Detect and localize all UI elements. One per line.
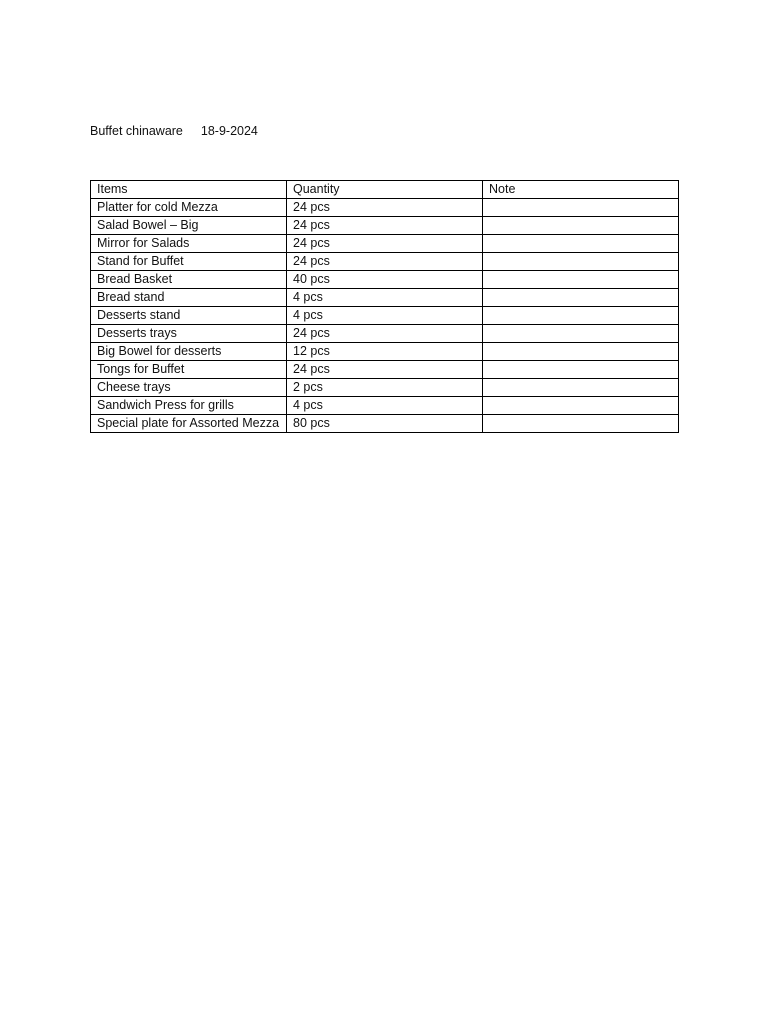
document-date: 18-9-2024 [200,124,258,138]
column-header-quantity: Quantity [287,181,483,199]
table-row [91,325,679,343]
table-row [91,379,679,397]
item-cell: Desserts trays [91,325,287,343]
note-cell [483,379,679,397]
quantity-cell: 24 pcs [287,361,483,379]
note-cell [483,235,679,253]
item-cell: Special plate for Assorted Mezza [91,415,287,433]
item-cell: Mirror for Salads [91,235,287,253]
note-cell [483,397,679,415]
item-cell: Tongs for Buffet [91,361,287,379]
item-cell: Platter for cold Mezza [91,199,287,217]
table-row [91,217,679,235]
table-row [91,343,679,361]
note-cell [483,415,679,433]
note-cell [483,325,679,343]
document-heading [90,122,258,140]
note-cell [483,271,679,289]
quantity-cell: 40 pcs [287,271,483,289]
table-header-row [91,181,679,199]
item-cell: Desserts stand [91,307,287,325]
item-cell: Bread stand [91,289,287,307]
note-cell [483,361,679,379]
note-cell [483,307,679,325]
table-row [91,289,679,307]
quantity-cell: 24 pcs [287,253,483,271]
note-cell [483,343,679,361]
item-cell: Sandwich Press for grills [91,397,287,415]
quantity-cell: 24 pcs [287,235,483,253]
quantity-cell: 80 pcs [287,415,483,433]
table-row [91,253,679,271]
note-cell [483,253,679,271]
table-row [91,271,679,289]
note-cell [483,217,679,235]
note-cell [483,289,679,307]
item-cell: Bread Basket [91,271,287,289]
column-header-note: Note [483,181,679,199]
table-row [91,397,679,415]
item-cell: Salad Bowel – Big [91,217,287,235]
column-header-items: Items [91,181,287,199]
quantity-cell: 4 pcs [287,397,483,415]
quantity-cell: 24 pcs [287,217,483,235]
document-title: Buffet chinaware [90,124,183,138]
table-row [91,235,679,253]
quantity-cell: 4 pcs [287,289,483,307]
chinaware-table [90,180,679,433]
quantity-cell: 2 pcs [287,379,483,397]
table-row [91,415,679,433]
note-cell [483,199,679,217]
table-row [91,199,679,217]
table-row [91,361,679,379]
quantity-cell: 4 pcs [287,307,483,325]
item-cell: Cheese trays [91,379,287,397]
item-cell: Big Bowel for desserts [91,343,287,361]
quantity-cell: 24 pcs [287,199,483,217]
table-row [91,307,679,325]
item-cell: Stand for Buffet [91,253,287,271]
quantity-cell: 12 pcs [287,343,483,361]
quantity-cell: 24 pcs [287,325,483,343]
